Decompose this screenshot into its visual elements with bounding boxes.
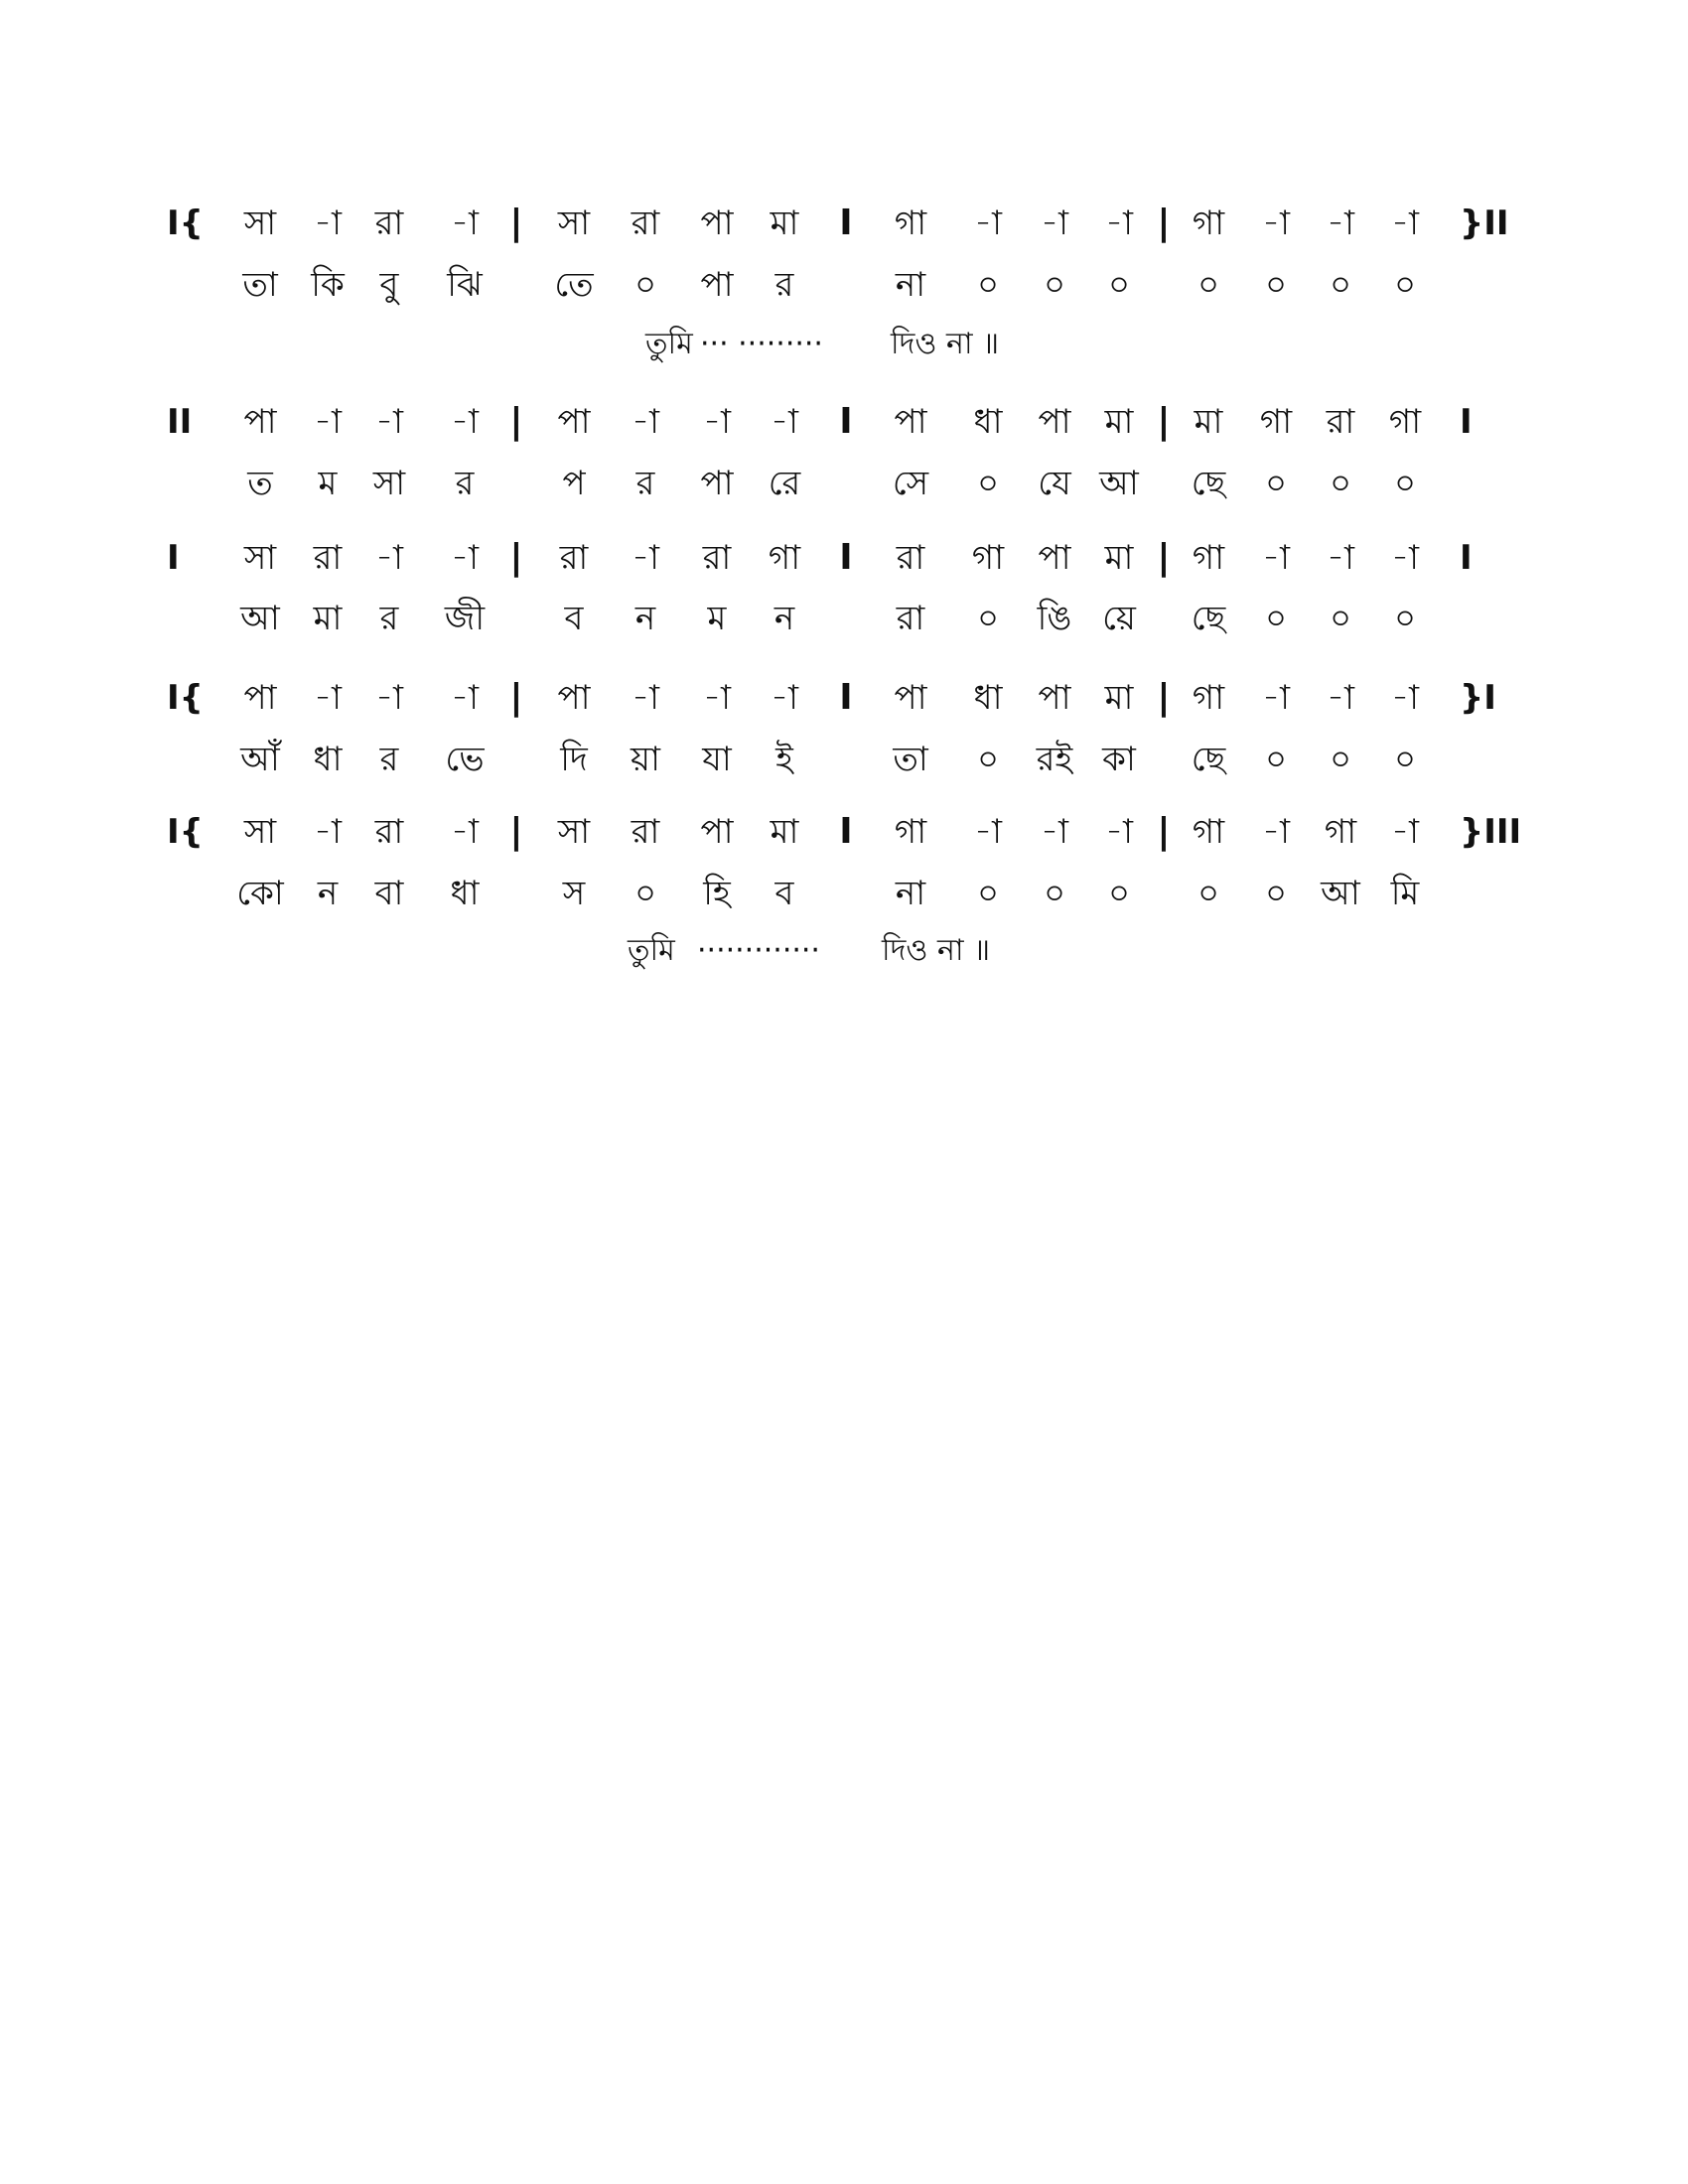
lyric-syllable: ছে: [1191, 740, 1226, 779]
refrain-end: দিও না ॥: [882, 933, 991, 968]
lyric-syllable: সে: [892, 464, 929, 503]
swara-note: রা: [313, 538, 343, 578]
lyric-syllable: ব: [774, 874, 794, 913]
swara-note: মা: [1104, 678, 1134, 718]
lyric-syllable: ০: [1393, 265, 1417, 305]
bar-line: }II: [1460, 204, 1509, 243]
lyric-syllable: রে: [768, 464, 801, 503]
swara-note: মা: [770, 812, 799, 852]
lyric-syllable: ন: [774, 599, 795, 638]
swara-note: -া: [1105, 204, 1133, 243]
bar-line: I: [839, 203, 853, 243]
refrain-line: [0, 926, 1688, 976]
lyric-syllable: কি: [311, 265, 345, 305]
bar-line: |: [509, 677, 523, 718]
lyric-syllable: ত: [247, 464, 273, 503]
swara-note: রা: [374, 812, 404, 852]
lyric-syllable: আঁ: [240, 740, 280, 779]
lyric-syllable: আ: [1099, 464, 1139, 503]
swara-note: ধা: [973, 678, 1003, 718]
swara-note: -া: [1327, 538, 1354, 578]
swara-note: পা: [894, 402, 927, 442]
lyric-syllable: হি: [703, 874, 731, 913]
swara-note: -া: [771, 678, 798, 718]
lyric-syllable: ০: [1196, 265, 1220, 305]
swara-note: গা: [768, 538, 801, 578]
lyric-syllable: দি: [560, 740, 588, 779]
lyric-syllable: ০: [1329, 265, 1352, 305]
swara-note: সা: [243, 538, 277, 578]
swara-note: -া: [314, 812, 342, 852]
lyric-syllable: র: [379, 740, 399, 779]
swara-note: -া: [451, 402, 479, 442]
lyric-syllable: মি: [1390, 874, 1420, 913]
swara-note: -া: [451, 538, 479, 578]
lyric-syllable: ভে: [445, 740, 485, 779]
lyric-syllable: মা: [313, 599, 343, 638]
lyric-syllable: জী: [444, 599, 486, 638]
lyric-syllable: র: [635, 464, 655, 503]
lyric-syllable: যা: [702, 740, 732, 779]
swara-note: রা: [896, 538, 925, 578]
swara-note: -া: [314, 678, 342, 718]
bar-line: I: [1460, 402, 1473, 442]
refrain-dots: ·············: [697, 933, 820, 968]
swara-note: পা: [700, 204, 734, 243]
bar-line: }I: [1460, 678, 1496, 718]
swara-note: -া: [703, 678, 731, 718]
swara-note: -া: [451, 678, 479, 718]
lyric-syllable: সা: [372, 464, 406, 503]
swara-note: পা: [557, 678, 591, 718]
swara-note: গা: [1192, 678, 1225, 718]
bar-line: I{: [167, 204, 204, 243]
swara-note: পা: [557, 402, 591, 442]
swara-note: -া: [1262, 678, 1290, 718]
swara-note: -া: [314, 204, 342, 243]
swara-note: রা: [374, 204, 404, 243]
swara-note: পা: [1038, 678, 1071, 718]
bar-line: }III: [1460, 812, 1522, 852]
lyric-syllable: বা: [374, 874, 404, 913]
lyric-syllable: ০: [1264, 874, 1288, 913]
refrain-end: দিও না ॥: [891, 327, 1000, 361]
swara-note: রা: [702, 538, 732, 578]
swara-note: -া: [451, 204, 479, 243]
swara-note: -া: [632, 678, 659, 718]
swara-note: -া: [375, 538, 403, 578]
swara-note: পা: [894, 678, 927, 718]
swara-note: গা: [1324, 812, 1357, 852]
lyric-syllable: তা: [893, 740, 928, 779]
lyric-syllable: না: [895, 265, 926, 305]
swara-note: -া: [1327, 678, 1354, 718]
lyric-syllable: পা: [700, 464, 734, 503]
lyric-syllable: ০: [1329, 464, 1352, 503]
swara-note: পা: [1038, 538, 1071, 578]
lyric-row: [0, 735, 1688, 784]
swara-note: গা: [1259, 402, 1293, 442]
lyric-syllable: ধা: [450, 874, 480, 913]
swara-note: মা: [1104, 402, 1134, 442]
lyric-syllable: র: [774, 265, 794, 305]
bar-line: I: [1460, 538, 1473, 578]
lyric-syllable: ০: [1393, 464, 1417, 503]
notation-row: [0, 533, 1688, 583]
swara-note: সা: [557, 812, 591, 852]
swara-note: -া: [974, 204, 1002, 243]
swara-note: সা: [243, 204, 277, 243]
bar-line: II: [167, 402, 193, 442]
swara-note: -া: [703, 402, 731, 442]
swara-note: -া: [1105, 812, 1133, 852]
bar-line: I: [839, 401, 853, 442]
swara-note: -া: [1262, 204, 1290, 243]
swara-note: -া: [1391, 812, 1419, 852]
swara-note: সা: [557, 204, 591, 243]
lyric-row: [0, 594, 1688, 643]
bar-line: |: [1157, 677, 1171, 718]
swara-note: -া: [632, 402, 659, 442]
lyric-syllable: ০: [1393, 740, 1417, 779]
swara-note: -া: [1262, 538, 1290, 578]
lyric-syllable: ০: [633, 265, 657, 305]
bar-line: I: [839, 677, 853, 718]
swara-note: রা: [1326, 402, 1355, 442]
bar-line: |: [509, 401, 523, 442]
lyric-syllable: তে: [554, 265, 594, 305]
bar-line: I: [839, 537, 853, 578]
lyric-syllable: ছে: [1191, 599, 1226, 638]
lyric-syllable: ০: [633, 874, 657, 913]
swara-note: রা: [631, 812, 660, 852]
swara-note: গা: [1388, 402, 1422, 442]
bar-line: I{: [167, 678, 204, 718]
lyric-syllable: ০: [976, 464, 1000, 503]
lyric-syllable: ০: [1329, 740, 1352, 779]
lyric-syllable: আ: [1321, 874, 1360, 913]
lyric-syllable: আ: [240, 599, 280, 638]
lyric-syllable: বু: [379, 265, 399, 305]
swara-note: ধা: [973, 402, 1003, 442]
swara-note: পা: [243, 678, 277, 718]
swara-note: -া: [1041, 204, 1068, 243]
lyric-syllable: ই: [775, 740, 793, 779]
lyric-syllable: ০: [976, 265, 1000, 305]
swara-note: গা: [971, 538, 1005, 578]
lyric-syllable: ০: [1043, 265, 1066, 305]
lyric-syllable: ০: [1264, 740, 1288, 779]
lyric-syllable: ০: [976, 599, 1000, 638]
lyric-syllable: ন: [634, 599, 656, 638]
bar-line: I: [167, 538, 180, 578]
refrain-start: তুমি: [645, 327, 693, 361]
lyric-syllable: ধা: [313, 740, 343, 779]
lyric-syllable: ম: [318, 464, 338, 503]
swara-note: পা: [700, 812, 734, 852]
notation-row: [0, 807, 1688, 857]
refrain-line: [0, 320, 1688, 369]
bar-line: |: [509, 203, 523, 243]
lyric-syllable: ০: [1043, 874, 1066, 913]
swara-note: রা: [631, 204, 660, 243]
lyric-syllable: ০: [1264, 599, 1288, 638]
swara-note: -া: [375, 402, 403, 442]
swara-note: -া: [1391, 678, 1419, 718]
bar-line: I: [839, 811, 853, 852]
swara-note: -া: [1391, 538, 1419, 578]
bar-line: |: [1157, 811, 1171, 852]
swara-note: -া: [1327, 204, 1354, 243]
lyric-syllable: পা: [700, 265, 734, 305]
lyric-row: [0, 869, 1688, 918]
lyric-syllable: ছে: [1191, 464, 1226, 503]
lyric-syllable: ঙি: [1037, 599, 1072, 638]
swara-note: মা: [770, 204, 799, 243]
swara-note: -া: [632, 538, 659, 578]
swara-note: -া: [1041, 812, 1068, 852]
swara-note: -া: [375, 678, 403, 718]
lyric-syllable: ন: [317, 874, 339, 913]
bar-line: I{: [167, 812, 204, 852]
bar-line: |: [1157, 537, 1171, 578]
swara-note: গা: [894, 204, 927, 243]
swara-note: রা: [559, 538, 589, 578]
lyric-syllable: রা: [896, 599, 925, 638]
lyric-syllable: ০: [1107, 265, 1131, 305]
swara-note: -া: [1391, 204, 1419, 243]
lyric-syllable: র: [379, 599, 399, 638]
bar-line: |: [1157, 401, 1171, 442]
lyric-syllable: ০: [1264, 464, 1288, 503]
swara-note: মা: [1104, 538, 1134, 578]
swara-note: -া: [451, 812, 479, 852]
lyric-syllable: ব: [564, 599, 584, 638]
lyric-syllable: ০: [1393, 599, 1417, 638]
lyric-syllable: ০: [1107, 874, 1131, 913]
refrain-dots: ··· ·········: [700, 327, 823, 361]
swara-note: -া: [974, 812, 1002, 852]
lyric-syllable: য়া: [631, 740, 660, 779]
swara-note: পা: [243, 402, 277, 442]
lyric-syllable: ০: [1329, 599, 1352, 638]
swara-note: পা: [1038, 402, 1071, 442]
notation-row: [0, 673, 1688, 723]
swara-note: মা: [1194, 402, 1223, 442]
lyric-syllable: প: [562, 464, 586, 503]
swara-note: -া: [314, 402, 342, 442]
swara-note: গা: [1192, 812, 1225, 852]
lyric-syllable: যে: [1038, 464, 1071, 503]
notation-row: [0, 199, 1688, 248]
lyric-syllable: ০: [1264, 265, 1288, 305]
lyric-row: [0, 260, 1688, 310]
swara-note: গা: [1192, 538, 1225, 578]
lyric-syllable: য়ে: [1102, 599, 1136, 638]
lyric-row: [0, 459, 1688, 508]
refrain-start: তুমি: [628, 933, 675, 968]
lyric-syllable: কো: [236, 874, 284, 913]
lyric-syllable: র: [455, 464, 475, 503]
bar-line: |: [509, 537, 523, 578]
swara-note: -া: [771, 402, 798, 442]
notation-row: [0, 397, 1688, 447]
bar-line: |: [1157, 203, 1171, 243]
lyric-syllable: না: [895, 874, 926, 913]
swara-note: সা: [243, 812, 277, 852]
lyric-syllable: ঝি: [447, 265, 483, 305]
lyric-syllable: ম: [707, 599, 727, 638]
lyric-syllable: ০: [976, 740, 1000, 779]
lyric-syllable: তা: [242, 265, 278, 305]
lyric-syllable: ০: [976, 874, 1000, 913]
swara-note: গা: [1192, 204, 1225, 243]
bar-line: |: [509, 811, 523, 852]
lyric-syllable: ০: [1196, 874, 1220, 913]
swara-note: -া: [1262, 812, 1290, 852]
lyric-syllable: স: [562, 874, 586, 913]
lyric-syllable: কা: [1102, 740, 1136, 779]
swara-note: গা: [894, 812, 927, 852]
lyric-syllable: রই: [1036, 740, 1073, 779]
